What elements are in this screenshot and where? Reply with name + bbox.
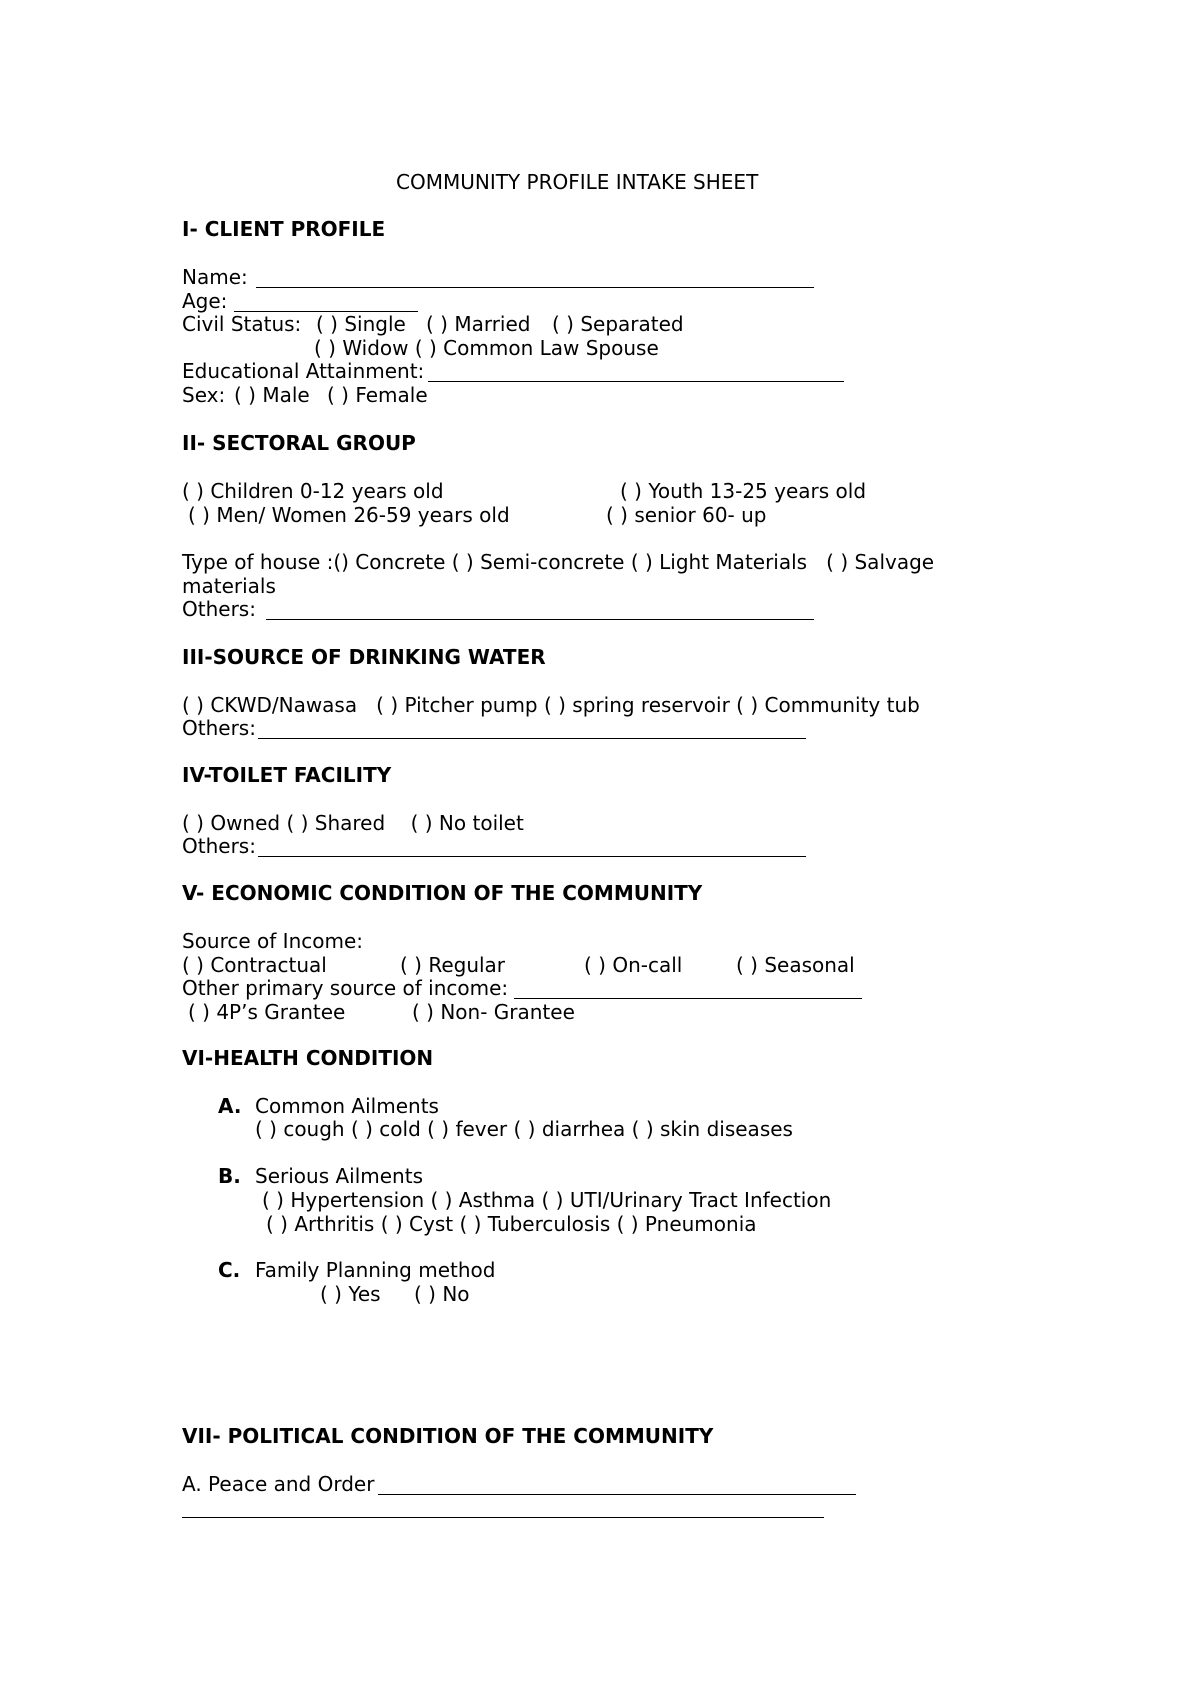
peace-and-order-line[interactable] bbox=[378, 1494, 856, 1495]
health-item-b-letter: B. bbox=[218, 1164, 241, 1188]
family-planning-title: Family Planning method bbox=[255, 1258, 496, 1282]
option-single[interactable]: ( ) Single bbox=[316, 312, 406, 336]
sex-label: Sex: bbox=[182, 383, 232, 407]
option-men-women[interactable]: ( ) Men/ Women 26-59 years old bbox=[188, 503, 510, 527]
option-yes[interactable]: ( ) Yes bbox=[320, 1282, 381, 1306]
source-of-income-label: Source of Income: bbox=[182, 929, 364, 953]
type-of-house-options[interactable]: Type of house :() Concrete ( ) Semi-concrete ( ) Light Materials ( ) Salvage bbox=[182, 550, 935, 574]
peace-and-order-label: A. Peace and Order bbox=[182, 1472, 375, 1496]
toilet-others-label: Others: bbox=[182, 834, 256, 858]
water-others-line[interactable] bbox=[258, 738, 806, 739]
section-heading-client-profile: I- CLIENT PROFILE bbox=[182, 217, 386, 241]
option-widow-common-law[interactable]: ( ) Widow ( ) Common Law Spouse bbox=[314, 336, 659, 360]
peace-and-order-line-2[interactable] bbox=[182, 1517, 824, 1518]
option-youth[interactable]: ( ) Youth 13-25 years old bbox=[620, 479, 867, 503]
option-non-grantee[interactable]: ( ) Non- Grantee bbox=[412, 1000, 575, 1024]
section-heading-sectoral-group: II- SECTORAL GROUP bbox=[182, 431, 416, 455]
section-heading-drinking-water: III-SOURCE OF DRINKING WATER bbox=[182, 645, 546, 669]
serious-ailments-options-1[interactable]: ( ) Hypertension ( ) Asthma ( ) UTI/Urinary Tract Infection bbox=[262, 1188, 832, 1212]
option-on-call[interactable]: ( ) On-call bbox=[584, 953, 683, 977]
type-of-house-wrap: materials bbox=[182, 574, 276, 598]
civil-status-label: Civil Status: bbox=[182, 312, 308, 336]
house-others-label: Others: bbox=[182, 597, 263, 621]
serious-ailments-options-2[interactable]: ( ) Arthritis ( ) Cyst ( ) Tuberculosis ( ) Pneumonia bbox=[266, 1212, 757, 1236]
toilet-options[interactable]: ( ) Owned ( ) Shared ( ) No toilet bbox=[182, 811, 524, 835]
other-primary-income-label: Other primary source of income: bbox=[182, 976, 509, 1000]
option-4ps-grantee[interactable]: ( ) 4P’s Grantee bbox=[188, 1000, 346, 1024]
water-others-label: Others: bbox=[182, 716, 256, 740]
option-seasonal[interactable]: ( ) Seasonal bbox=[736, 953, 855, 977]
section-heading-toilet-facility: IV-TOILET FACILITY bbox=[182, 763, 392, 787]
serious-ailments-title: Serious Ailments bbox=[255, 1164, 423, 1188]
section-heading-health-condition: VI-HEALTH CONDITION bbox=[182, 1046, 434, 1070]
option-male[interactable]: ( ) Male bbox=[234, 383, 310, 407]
health-item-a-letter: A. bbox=[218, 1094, 242, 1118]
other-primary-income-line[interactable] bbox=[514, 998, 862, 999]
option-regular[interactable]: ( ) Regular bbox=[400, 953, 506, 977]
option-no[interactable]: ( ) No bbox=[414, 1282, 470, 1306]
educational-attainment-line[interactable] bbox=[428, 381, 844, 382]
section-heading-economic-condition: V- ECONOMIC CONDITION OF THE COMMUNITY bbox=[182, 881, 703, 905]
option-separated[interactable]: ( ) Separated bbox=[552, 312, 684, 336]
option-married[interactable]: ( ) Married bbox=[426, 312, 531, 336]
option-children[interactable]: ( ) Children 0-12 years old bbox=[182, 479, 444, 503]
name-field-line[interactable] bbox=[256, 287, 814, 288]
house-others-line[interactable] bbox=[266, 619, 814, 620]
section-heading-political-condition: VII- POLITICAL CONDITION OF THE COMMUNITY bbox=[182, 1424, 714, 1448]
common-ailments-options[interactable]: ( ) cough ( ) cold ( ) fever ( ) diarrhea ( ) skin diseases bbox=[255, 1117, 793, 1141]
toilet-others-line[interactable] bbox=[258, 856, 806, 857]
age-label: Age: bbox=[182, 289, 234, 313]
drinking-water-options[interactable]: ( ) CKWD/Nawasa ( ) Pitcher pump ( ) spring reservoir ( ) Community tub bbox=[182, 693, 920, 717]
name-label: Name: bbox=[182, 265, 255, 289]
option-senior[interactable]: ( ) senior 60- up bbox=[606, 503, 767, 527]
option-female[interactable]: ( ) Female bbox=[327, 383, 428, 407]
option-contractual[interactable]: ( ) Contractual bbox=[182, 953, 327, 977]
common-ailments-title: Common Ailments bbox=[255, 1094, 439, 1118]
health-item-c-letter: C. bbox=[218, 1258, 241, 1282]
educational-attainment-label: Educational Attainment: bbox=[182, 359, 425, 383]
page-title: COMMUNITY PROFILE INTAKE SHEET bbox=[396, 170, 759, 194]
